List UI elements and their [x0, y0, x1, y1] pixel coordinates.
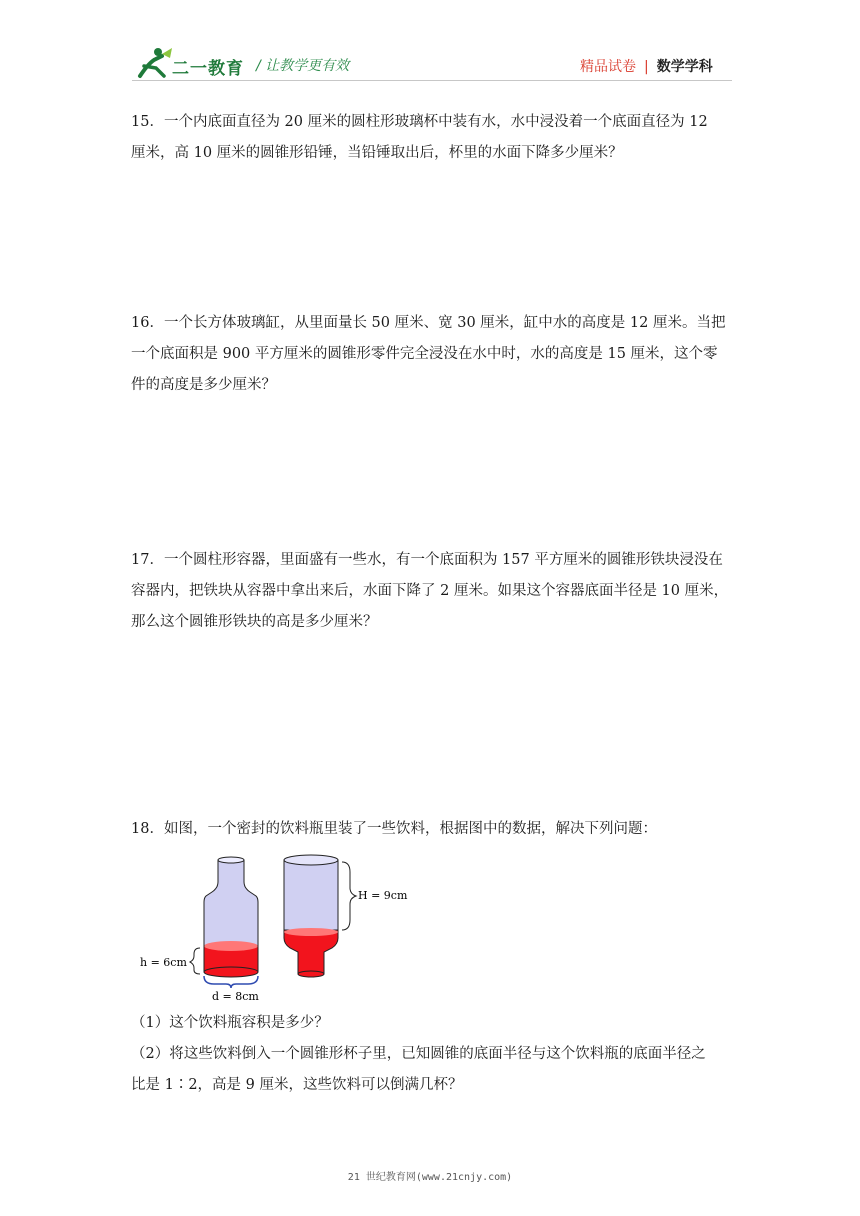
header-labels: [580, 56, 713, 76]
question-line: 15．一个内底面直径为 20 厘米的圆柱形玻璃杯中装有水，水中浸没着一个底面直径为 12: [131, 114, 708, 130]
subquestion-line: 比是 1∶2，高是 9 厘米，这些饮料可以倒满几杯？: [131, 1077, 463, 1093]
label-subject: 数学学科: [656, 59, 713, 75]
logo-text: 二一教育: [172, 59, 244, 79]
question-line: 件的高度是多少厘米？: [131, 377, 276, 393]
bottle-figure: [138, 852, 418, 1004]
header-divider: |: [644, 59, 649, 75]
upright-bottle: [204, 857, 258, 977]
page-header: [0, 0, 860, 90]
brace-h: [190, 948, 200, 974]
question-line: 容器内，把铁块从容器中拿出来后，水面下降了 2 厘米。如果这个容器底面半径是 10 厘米，: [131, 583, 729, 599]
brace-H: [342, 862, 356, 930]
subquestion-line: （2）将这些饮料倒入一个圆锥形杯子里，已知圆锥的底面半径与这个饮料瓶的底面半径之: [131, 1046, 706, 1062]
question-line: 厘米，高 10 厘米的圆锥形铅锤，当铅锤取出后，杯里的水面下降多少厘米？: [131, 145, 623, 161]
inverted-bottle: [284, 855, 338, 977]
question-line: 17．一个圆柱形容器，里面盛有一些水，有一个底面积为 157 平方厘米的圆锥形铁块浸没在: [131, 552, 723, 568]
question-line: 18．如图，一个密封的饮料瓶里装了一些饮料，根据图中的数据，解决下列问题：: [131, 821, 657, 837]
question-line: 16．一个长方体玻璃缸，从里面量长 50 厘米、宽 30 厘米，缸中水的高度是 12 厘米。当把: [131, 315, 726, 331]
brace-d: [204, 976, 258, 988]
page-footer: 21 世纪教育网(www.21cnjy.com): [347, 1172, 513, 1183]
question-17: [131, 545, 731, 638]
question-18: [131, 814, 731, 845]
label-H: H = 9cm: [358, 889, 408, 902]
question-18-subquestions: [131, 1008, 731, 1101]
label-d: d = 8cm: [212, 990, 259, 1003]
label-h: h = 6cm: [140, 956, 187, 969]
question-15: [131, 107, 731, 169]
header-rule: [132, 80, 732, 81]
subquestion-line: （1）这个饮料瓶容积是多少？: [131, 1015, 329, 1031]
question-line: 那么这个圆锥形铁块的高是多少厘米？: [131, 614, 378, 630]
slogan: / 让教学更有效: [256, 58, 350, 74]
label-premium-exam: 精品试卷: [580, 59, 636, 75]
question-line: 一个底面积是 900 平方厘米的圆锥形零件完全浸没在水中时，水的高度是 15 厘米，这个零: [131, 346, 718, 362]
liquid-inverted: [284, 930, 338, 974]
question-16: [131, 308, 731, 401]
